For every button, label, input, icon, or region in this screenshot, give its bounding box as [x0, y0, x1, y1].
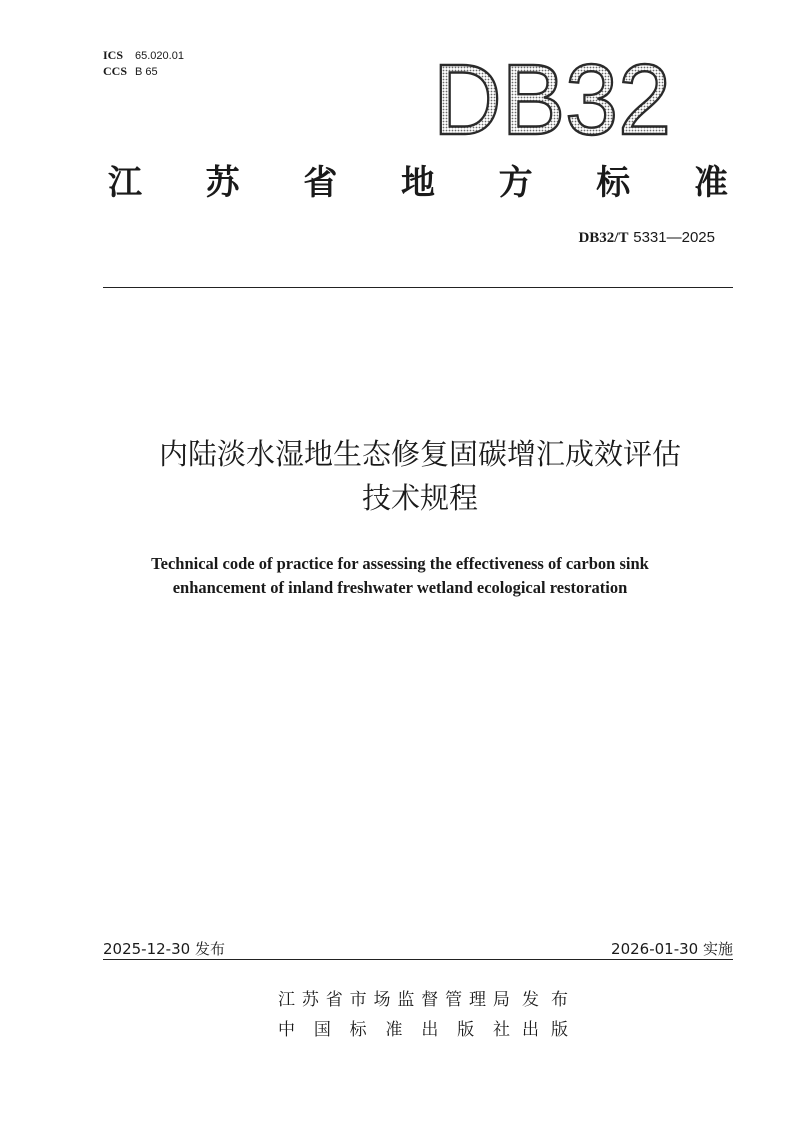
- publisher-org-char: 管: [445, 990, 463, 1010]
- publisher-org-char: 标: [349, 1020, 367, 1040]
- publisher-org-char: 局: [492, 990, 510, 1010]
- classification-codes: [103, 48, 184, 80]
- category-title-char: 地: [400, 163, 435, 203]
- db32-logo: [430, 48, 675, 146]
- publisher-action-char: 出: [522, 1020, 539, 1040]
- category-title-char: 苏: [205, 163, 240, 203]
- publisher-org-char: 国: [313, 1020, 331, 1040]
- ics-label: ICS: [103, 48, 124, 62]
- publisher-org-char: 准: [385, 1020, 403, 1040]
- standard-category-title: [108, 155, 728, 204]
- publisher-org-char: 省: [325, 990, 343, 1010]
- publisher-org-char: 江: [278, 990, 295, 1010]
- category-title-char: 标: [596, 163, 631, 203]
- publisher-org-char: 苏: [301, 990, 319, 1010]
- chinese-title-line-2: 技术规程: [361, 481, 478, 515]
- publisher-row-1: [278, 985, 568, 1010]
- english-title-line-1: Technical code of practice for assessing the effectiveness of carbon sink: [151, 554, 649, 573]
- publisher-org-char: 市: [349, 990, 367, 1010]
- publisher-org-2: [278, 1015, 510, 1040]
- publisher-row-2: [278, 1015, 568, 1040]
- publisher-action-char: 发: [522, 990, 539, 1010]
- publisher-org-char: 监: [397, 990, 415, 1010]
- english-title-line-2: enhancement of inland freshwater wetland ecological restoration: [172, 578, 628, 597]
- publisher-org-char: 社: [492, 1020, 510, 1040]
- top-divider: [103, 287, 733, 288]
- standard-number-prefix: DB32/T: [578, 230, 629, 246]
- english-title: [60, 552, 740, 600]
- publisher-org-char: 中: [278, 1020, 295, 1040]
- category-title-char: 方: [498, 163, 533, 203]
- category-title-char: 江: [108, 163, 142, 203]
- implementation-date: 2026-01-30 实施: [611, 940, 733, 958]
- publisher-action-char: 布: [551, 990, 568, 1010]
- chinese-title-line-1: 内陆淡水湿地生态修复固碳增汇成效评估: [158, 437, 681, 471]
- chinese-title: [60, 432, 780, 520]
- ccs-label: CCS: [103, 64, 128, 78]
- publisher-action-1: [522, 985, 568, 1010]
- publisher-org-char: 版: [457, 1020, 475, 1040]
- standard-number: [578, 228, 715, 247]
- bottom-divider: [103, 959, 733, 960]
- publisher-action-2: [522, 1015, 568, 1040]
- ccs-code: [103, 64, 184, 80]
- category-title-char: 准: [693, 163, 728, 203]
- ics-value: 65.020.01: [135, 50, 184, 62]
- ics-code: [103, 48, 184, 64]
- db32-logo-text: DB32: [433, 48, 671, 146]
- ccs-value: B 65: [135, 66, 158, 78]
- publisher-org-char: 理: [469, 990, 486, 1010]
- issue-date: 2025-12-30 发布: [103, 940, 225, 958]
- publisher-org-char: 出: [421, 1020, 439, 1040]
- publisher-org-1: [278, 985, 510, 1010]
- publisher-org-char: 督: [421, 990, 439, 1010]
- category-title-char: 省: [303, 163, 338, 203]
- standard-number-value: 5331—2025: [633, 229, 715, 246]
- publisher-action-char: 版: [551, 1020, 568, 1040]
- publisher-org-char: 场: [373, 990, 391, 1010]
